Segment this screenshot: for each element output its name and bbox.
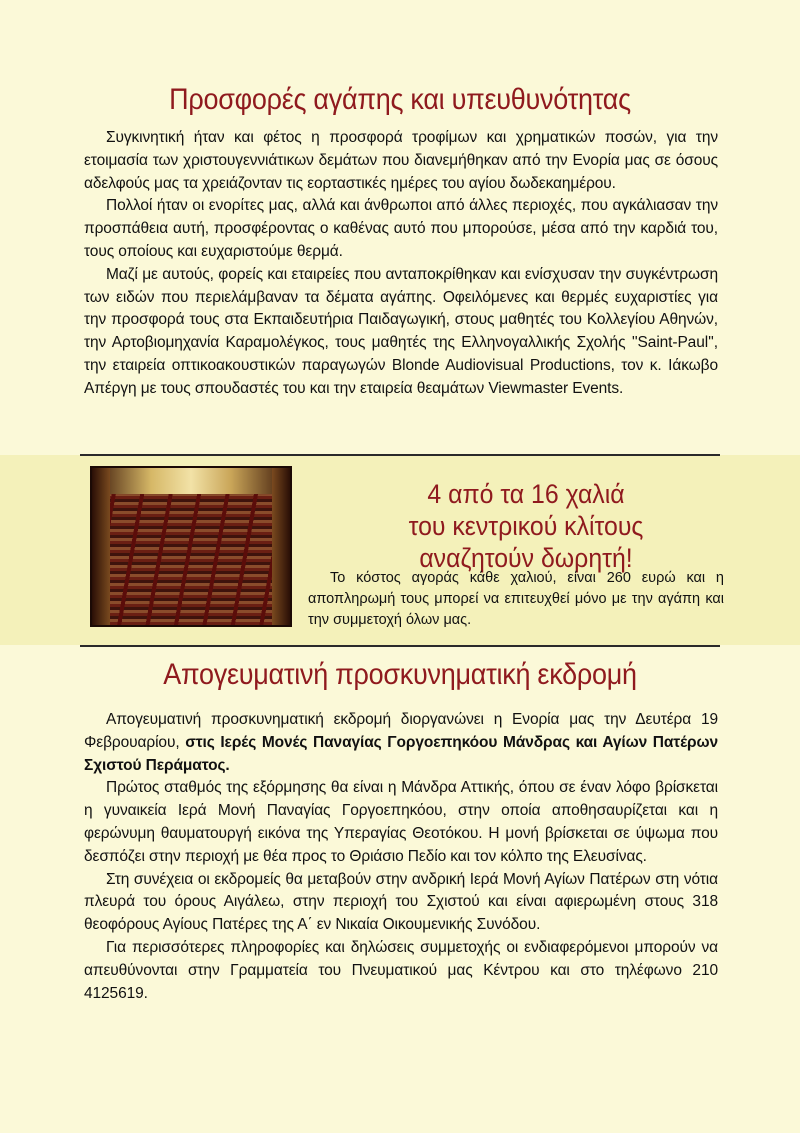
headline-line: αναζητούν δωρητή! <box>419 543 633 573</box>
divider <box>80 645 720 647</box>
article-body-offerings <box>84 127 718 401</box>
column-right <box>272 468 290 625</box>
paragraph: Στη συνέχεια οι εκδρομείς θα μεταβούν στην ανδρική Ιερά Μονή Αγίων Πατέρων στη νότια πλευρά του όρους Αιγάλεω, στην περιοχή του Σχιστού και είναι αφιερωμένη στους 318 θεοφόρους Αγίους Πατέρες της Α΄ εν Νικαία Οικουμενικής Συνόδου. <box>84 870 718 934</box>
paragraph: Πρώτος σταθμός της εξόρμησης θα είναι η Μάνδρα Αττικής, όπου σε έναν λόφο βρίσκεται η γυναικεία Ιερά Μονή Παναγίας Γοργοεπηκόου, στην οποία αποθησαυρίζεται και η φερώνυμη θαυματουργή εικόνα της Υπεραγίας Θεοτόκου. Η μονή βρίσκεται σε ύψωμα που δεσπόζει στην περιοχή με θέα προς το Θριάσιο Πεδίο και τον κόλπο της Ελευσίνας. <box>84 779 718 865</box>
caption-text: Το κόστος αγοράς κάθε χαλιού, είναι 260 ευρώ και η αποπληρωμή τους μπορεί να επιτευχθεί μόνο με την αγάπη και την συμμετοχή όλων μας. <box>308 570 724 628</box>
chandelier-light <box>92 468 290 494</box>
monasteries-bold: στις Ιερές Μονές Παναγίας Γοργοεπηκόου Μάνδρας και Αγίων Πατέρων Σχιστού Περάματος. <box>84 733 718 774</box>
article-title-offerings: Προσφορές αγάπης και υπευθυνότητας <box>169 83 631 116</box>
paragraph: Πολλοί ήταν οι ενορίτες μας, αλλά και άνθρωποι από άλλες περιοχές, που αγκάλιασαν την προσπάθεια αυτή, προσφέροντας ο καθένας αυτό που μπορούσε, μέσα από την καρδιά του, τους οποίους και ευχαριστούμε θερμά. <box>84 197 718 260</box>
paragraph: Μαζί με αυτούς, φορείς και εταιρείες που ανταποκρίθηκαν και ενίσχυσαν την συγκέντρωση των ειδών που περιελάμβαναν τα δέματα αγάπης. Οφειλόμενες και θερμές ευχαριστίες για την προσφορά τους στα Εκπαιδευτήρια Παιδαγωγική, στους μαθητές του Κολλεγίου Αθηνών, την Αρτοβιομηχανία Καραμολέγκος, τους μαθητές της Ελληνογαλλικής Σχολής ''Saint-Paul'', την εταιρεία οπτικοακουστικών παραγωγών Blonde Audiovisual Productions, τον κ. Ιάκωβο Απέργη με τους σπουδαστές του και την εταιρεία θεαμάτων Viewmaster Events. <box>84 265 718 397</box>
paragraph-contact: Για περισσότερες πληροφορίες και δηλώσεις συμμετοχής οι ενδιαφερόμενοι μπορούν να απευθύνονται στην Γραμματεία του Πνευματικού μας Κέντρου και στο τηλέφωνο 210 4125619. <box>84 938 718 1002</box>
column-left <box>92 468 110 625</box>
carpets-headline <box>333 478 719 574</box>
carpets-caption <box>308 568 724 631</box>
church-carpets-photo <box>90 466 292 627</box>
paragraph <box>84 709 718 777</box>
article-body-pilgrimage <box>84 709 718 1005</box>
divider <box>80 454 720 456</box>
article-title-pilgrimage: Απογευματινή προσκυνηματική εκδρομή <box>163 658 637 691</box>
paragraph: Συγκινητική ήταν και φέτος η προσφορά τροφίμων και χρηματικών ποσών, για την ετοιμασία των χριστουγεννιάτικων δεμάτων που διανεμήθηκαν από την Ενορία μας σε όσους αδελφούς μας τα χρειάζονταν τις εορταστικές ημέρες του αγίου δωδεκαημέρου. <box>84 129 718 192</box>
paragraph-start: Απογευματινή προσκυνηματική εκδρομή διοργανώνει η Ενορία μας την Δευτέρα 19 Φεβρουαρίου, <box>84 711 718 751</box>
headline-line: του κεντρικού κλίτους <box>408 511 644 541</box>
headline-line: 4 από τα 16 χαλιά <box>427 479 625 509</box>
